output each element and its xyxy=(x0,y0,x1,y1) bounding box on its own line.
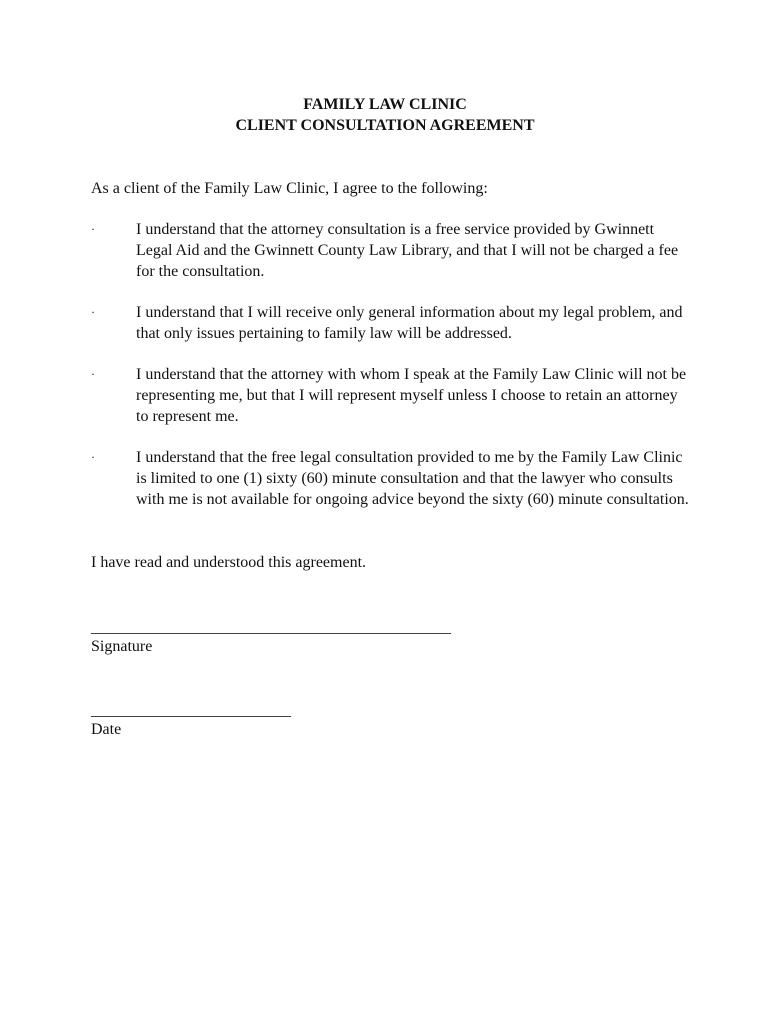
clause-text: I understand that the attorney with whom I speak at the Family Law Clinic will not be representing me, but that I will represent myself unless I choose to retain an attorney to represent me. xyxy=(136,366,687,425)
signature-line[interactable]: _____________________________________________ xyxy=(91,619,451,636)
clause-item xyxy=(91,302,691,344)
clause-item xyxy=(91,219,691,282)
intro-paragraph: As a client of the Family Law Clinic, I agree to the following: xyxy=(91,180,488,197)
bullet-icon: · xyxy=(91,305,95,319)
bullet-icon: · xyxy=(91,450,95,464)
document-title xyxy=(0,94,770,136)
date-label: Date xyxy=(91,721,122,738)
date-line[interactable]: _________________________ xyxy=(91,702,291,719)
bullet-icon: · xyxy=(91,222,95,236)
clause-item xyxy=(91,364,691,427)
title-line-1: FAMILY LAW CLINIC xyxy=(303,96,467,113)
bullet-icon: · xyxy=(91,367,95,381)
agreement-clauses xyxy=(91,219,691,530)
closing-statement: I have read and understood this agreement. xyxy=(91,554,367,571)
clause-text: I understand that the free legal consultation provided to me by the Family Law Clinic is limited to one (1) sixty (60) minute consultation and that the lawyer who consults with me is not available for ongoing advice beyond the sixty (60) minute consultation. xyxy=(136,449,689,508)
signature-label: Signature xyxy=(91,638,153,655)
clause-text: I understand that the attorney consultation is a free service provided by Gwinnett Legal Aid and the Gwinnett County Law Library, and that I will not be charged a fee for the consultation. xyxy=(136,221,679,280)
clause-text: I understand that I will receive only general information about my legal problem, and that only issues pertaining to family law will be addressed. xyxy=(136,304,683,342)
clause-item xyxy=(91,447,691,510)
title-line-2: CLIENT CONSULTATION AGREEMENT xyxy=(235,117,535,134)
